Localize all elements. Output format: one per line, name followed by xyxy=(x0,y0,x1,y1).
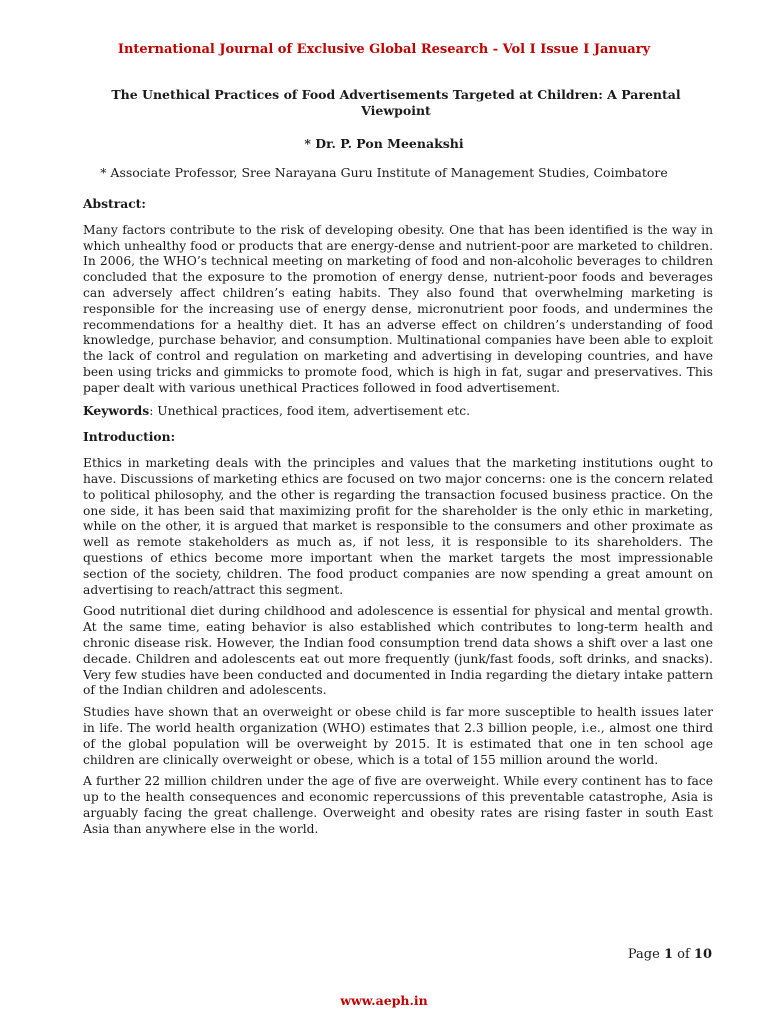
article-title: The Unethical Practices of Food Advertisements Targeted at Children: A Parental Viewpoint xyxy=(111,87,681,118)
introduction-paragraph: Good nutritional diet during childhood and adolescence is essential for physical and mental growth. At the same time, eating behavior is also established which contributes to long-term health and chronic disease risk. However, the Indian food consumption trend data shows a shift over a last one decade. Children and adolescents eat out more frequently (junk/fast foods, soft drinks, and snacks). Very few studies have been conducted and documented in India regarding the dietary intake pattern of the Indian children and adolescents. xyxy=(83,604,713,698)
keywords-text: : Unethical practices, food item, advertisement etc. xyxy=(149,403,471,418)
page-of: of xyxy=(677,947,690,962)
keywords-label: Keywords xyxy=(83,402,150,418)
introduction-paragraph: Studies have shown that an overweight or obese child is far more susceptible to health issues later in life. The world health organization (WHO) estimates that 2.3 billion people, i.e., almost one third of the global population will be overweight by 2015. It is estimated that one in ten school age children are clinically overweight or obese, which is a total of 155 million around the world. xyxy=(83,705,713,767)
introduction-paragraph: A further 22 million children under the age of five are overweight. While every continent has to face up to the health consequences and economic repercussions of this preventable catastrophe, Asia is arguably facing the great challenge. Overweight and obesity rates are rising faster in south East Asia than anywhere else in the world. xyxy=(83,774,713,836)
page-label: Page xyxy=(627,947,660,962)
introduction-paragraph: Ethics in marketing deals with the principles and values that the marketing institutions ought to have. Discussions of marketing ethics are focused on two major concerns: one is the concern related to political philosophy, and the other is regarding the transaction focused business practice. On the one side, it has been said that maximizing profit for the shareholder is the only ethic in marketing, while on the other, it is argued that market is responsible to the consumers and other proximate as well as remote stakeholders as much as, if not less, it is responsible to its shareholders. The questions of ethics become more important when the market targets the most impressionable section of the society, children. The food product companies are now spending a great amount on advertising to reach/attract this segment. xyxy=(83,456,713,597)
article-body xyxy=(83,196,713,843)
author-name: * Dr. P. Pon Meenakshi xyxy=(304,136,464,151)
page-number xyxy=(628,947,712,962)
page-total: 10 xyxy=(693,947,712,962)
journal-header: International Journal of Exclusive Global Research - Vol I Issue I January xyxy=(117,42,651,57)
page-current: 1 xyxy=(663,947,673,962)
abstract-text: Many factors contribute to the risk of developing obesity. One that has been identified is the way in which unhealthy food or products that are energy-dense and nutrient-poor are marketed to children. In 2006, the WHO’s technical meeting on marketing of food and non-alcoholic beverages to children concluded that the exposure to the promotion of energy dense, nutrient-poor foods and beverages can adversely affect children’s eating habits. They also found that overwhelming marketing is responsible for the increasing use of energy dense, micronutrient poor foods, and undermines the recommendations for a healthy diet. It has an adverse effect on children’s understanding of food knowledge, purchase behavior, and consumption. Multinational companies have been able to exploit the lack of control and regulation on marketing and advertising in developing countries, and have been using tricks and gimmicks to promote food, which is high in fat, sugar and preservatives. This paper dealt with various unethical Practices followed in food advertisement. xyxy=(83,222,713,395)
footer-website-link[interactable]: www.aeph.in xyxy=(340,993,428,1008)
author-affiliation: * Associate Professor, Sree Narayana Guru Institute of Management Studies, Coimbatore xyxy=(100,165,668,180)
keywords xyxy=(83,403,713,420)
abstract-heading: Abstract: xyxy=(83,196,146,211)
introduction-heading: Introduction: xyxy=(83,429,176,445)
